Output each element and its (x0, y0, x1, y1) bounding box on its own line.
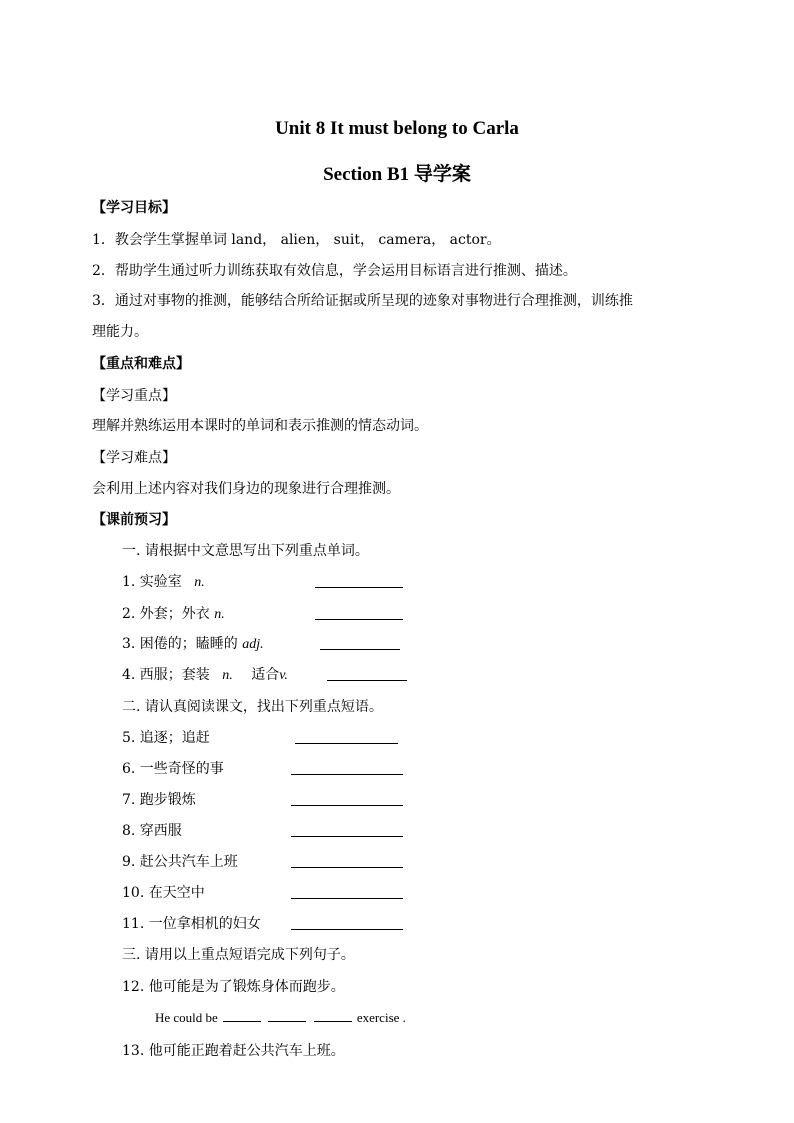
phrase-answer-blank[interactable] (291, 929, 403, 930)
focus-text: 理解并熟练运用本课时的单词和表示推测的情态动词。 (92, 418, 428, 434)
objective-item-2: 2．帮助学生通过听力训练获取有效信息，学会运用目标语言进行推测、描述。 (92, 263, 577, 279)
word-item (122, 664, 288, 684)
sentence-item: 12. 他可能是为了锻炼身体而跑步。 (122, 979, 345, 995)
objectives-heading: 【学习目标】 (92, 200, 176, 216)
phrase-item: 7. 跑步锻炼 (122, 792, 196, 808)
focus-heading: 【学习重点】 (92, 388, 176, 404)
phrase-item: 11. 一位拿相机的妇女 (122, 916, 261, 932)
objective-item-3: 3．通过对事物的推测，能够结合所给证据或所呈现的迹象对事物进行合理推测，训练推 (92, 293, 633, 309)
word-extra-pos: v. (279, 668, 288, 683)
phrase-answer-blank[interactable] (291, 898, 403, 899)
phrase-item: 6. 一些奇怪的事 (122, 761, 224, 777)
word-extra-label: 适合 (251, 667, 280, 683)
phrase-answer-blank[interactable] (291, 805, 403, 806)
sentence-blank[interactable] (268, 1020, 306, 1022)
sentence-en-end: exercise . (356, 1010, 406, 1025)
page-subtitle: Section B1 导学案 (323, 164, 471, 185)
sentence-item: 13. 他可能正跑着赶公共汽车上班。 (122, 1043, 345, 1059)
word-label: 4. 西服；套装 (122, 667, 210, 683)
phrase-answer-blank[interactable] (291, 867, 403, 868)
difficulty-heading: 【学习难点】 (92, 450, 176, 466)
word-label: 2. 外套；外衣 (122, 606, 210, 622)
word-pos: n. (214, 607, 225, 622)
sentence-blank[interactable] (314, 1020, 352, 1022)
sentence-en-start: He could be (155, 1010, 218, 1025)
phrase-item: 8. 穿西服 (122, 823, 182, 839)
phrase-item: 9. 赶公共汽车上班 (122, 854, 238, 870)
word-pos: adj. (242, 637, 264, 652)
word-answer-blank[interactable] (315, 619, 403, 620)
objective-item-1: 1．教会学生掌握单词 land， alien， suit， camera， actor。 (92, 232, 501, 248)
word-item (122, 571, 205, 591)
word-pos: n. (222, 668, 233, 683)
part2-heading: 二. 请认真阅读课文，找出下列重点短语。 (122, 699, 383, 715)
word-label: 3. 困倦的；瞌睡的 (122, 636, 238, 652)
sentence-en (155, 1010, 406, 1026)
word-label: 1. 实验室 (122, 574, 182, 590)
word-answer-blank[interactable] (327, 680, 407, 681)
phrase-item: 5. 追逐；追赶 (122, 730, 210, 746)
difficulty-text: 会利用上述内容对我们身边的现象进行合理推测。 (92, 481, 400, 497)
key-points-heading: 【重点和难点】 (92, 356, 190, 372)
word-pos: n. (194, 575, 205, 590)
page-title: Unit 8 It must belong to Carla (275, 118, 519, 139)
part3-heading: 三. 请用以上重点短语完成下列句子。 (122, 947, 355, 963)
preview-heading: 【课前预习】 (92, 512, 176, 528)
phrase-answer-blank[interactable] (291, 774, 403, 775)
word-item (122, 633, 264, 653)
word-item (122, 603, 225, 623)
word-answer-blank[interactable] (315, 587, 403, 588)
objective-item-3-cont: 理能力。 (92, 324, 148, 340)
phrase-answer-blank[interactable] (295, 743, 398, 744)
word-answer-blank[interactable] (320, 649, 400, 650)
phrase-item: 10. 在天空中 (122, 885, 205, 901)
part1-heading: 一. 请根据中文意思写出下列重点单词。 (122, 543, 369, 559)
phrase-answer-blank[interactable] (291, 836, 403, 837)
sentence-blank[interactable] (223, 1020, 261, 1022)
